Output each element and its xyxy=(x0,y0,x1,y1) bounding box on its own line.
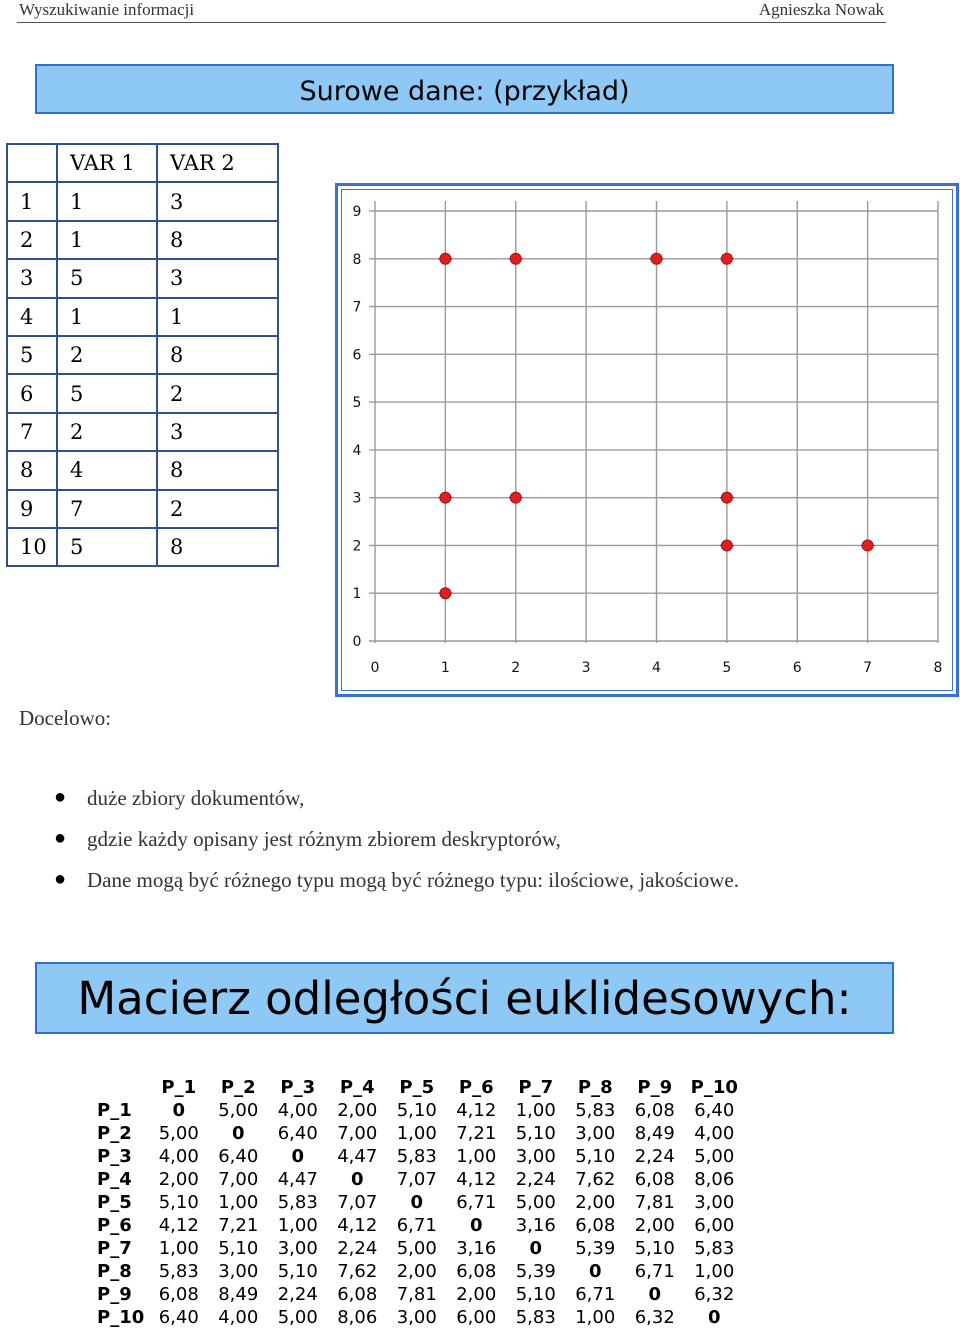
matrix-cell: 7,21 xyxy=(218,1215,259,1236)
matrix-cell: 4,47 xyxy=(277,1169,318,1190)
raw-table-cell: 1 xyxy=(57,298,157,336)
matrix-cell: 0 xyxy=(469,1215,483,1236)
matrix-cell: 5,39 xyxy=(575,1238,616,1259)
matrix-cell: 6,40 xyxy=(158,1307,199,1328)
matrix-cell: 6,00 xyxy=(694,1215,735,1236)
y-tick-label: 0 xyxy=(352,634,362,650)
raw-table-cell: 3 xyxy=(157,259,278,297)
distance-matrix-banner-text: Macierz odległości euklidesowych: xyxy=(77,971,852,1025)
matrix-column-header: P_5 xyxy=(399,1077,435,1098)
matrix-cell: 3,16 xyxy=(515,1215,556,1236)
matrix-column-header: P_10 xyxy=(690,1077,738,1098)
raw-table-cell: 1 xyxy=(7,182,57,220)
matrix-header-row xyxy=(97,1076,744,1099)
bullet-dot-icon: ● xyxy=(54,868,67,890)
matrix-cell: 3,00 xyxy=(515,1146,556,1167)
raw-table-cell: 8 xyxy=(7,451,57,489)
matrix-cell: 4,12 xyxy=(158,1215,199,1236)
raw-table-cell: 9 xyxy=(7,490,57,528)
y-tick-label: 6 xyxy=(352,347,362,364)
matrix-cell: 5,10 xyxy=(218,1238,259,1259)
raw-table-cell: 4 xyxy=(7,298,57,336)
matrix-cell: 6,32 xyxy=(634,1307,675,1328)
y-tick-label: 1 xyxy=(352,586,362,603)
data-point xyxy=(510,492,521,503)
raw-table-cell: 8 xyxy=(157,528,278,566)
data-point xyxy=(651,253,662,264)
matrix-cell: 7,21 xyxy=(456,1123,497,1144)
bullet-item xyxy=(54,786,739,827)
matrix-cell: 5,10 xyxy=(634,1238,675,1259)
matrix-column-header: P_1 xyxy=(161,1077,197,1098)
raw-table-cell: 3 xyxy=(157,413,278,451)
x-tick-label: 6 xyxy=(792,660,802,676)
matrix-cell: 1,00 xyxy=(396,1123,437,1144)
matrix-cell: 0 xyxy=(231,1123,245,1144)
matrix-cell: 6,40 xyxy=(694,1100,735,1121)
y-tick-label: 4 xyxy=(352,442,362,459)
matrix-row xyxy=(97,1237,744,1260)
matrix-cell: 2,24 xyxy=(277,1284,318,1305)
y-tick-label: 2 xyxy=(352,538,362,555)
matrix-cell: 1,00 xyxy=(456,1146,497,1167)
matrix-cell: 8,06 xyxy=(337,1307,378,1328)
matrix-cell: 4,12 xyxy=(456,1169,497,1190)
matrix-cell: 3,00 xyxy=(277,1238,318,1259)
matrix-cell: 4,12 xyxy=(337,1215,378,1236)
matrix-cell: 3,00 xyxy=(694,1192,735,1213)
matrix-cell: 2,00 xyxy=(396,1261,437,1282)
matrix-cell: 5,10 xyxy=(515,1123,556,1144)
distance-matrix-table xyxy=(97,1076,744,1329)
matrix-cell: 5,83 xyxy=(694,1238,735,1259)
raw-table-cell: 2 xyxy=(157,490,278,528)
matrix-cell: 5,00 xyxy=(277,1307,318,1328)
matrix-row-header: P_8 xyxy=(97,1261,132,1282)
matrix-cell: 6,08 xyxy=(337,1284,378,1305)
matrix-cell: 3,16 xyxy=(456,1238,497,1259)
matrix-cell: 5,10 xyxy=(396,1100,437,1121)
matrix-cell: 1,00 xyxy=(218,1192,259,1213)
matrix-cell: 0 xyxy=(410,1192,424,1213)
matrix-cell: 2,24 xyxy=(515,1169,556,1190)
matrix-cell: 6,08 xyxy=(575,1215,616,1236)
matrix-cell: 4,12 xyxy=(456,1100,497,1121)
matrix-cell: 7,07 xyxy=(337,1192,378,1213)
matrix-row xyxy=(97,1260,744,1283)
y-tick-label: 8 xyxy=(352,251,362,268)
raw-table-cell: 3 xyxy=(7,259,57,297)
matrix-row xyxy=(97,1122,744,1145)
target-bullet-list xyxy=(54,786,739,909)
matrix-column-header: P_9 xyxy=(637,1077,673,1098)
raw-table-cell: 5 xyxy=(7,336,57,374)
matrix-cell: 1,00 xyxy=(158,1238,199,1259)
matrix-cell: 6,08 xyxy=(634,1100,675,1121)
matrix-cell: 0 xyxy=(350,1169,364,1190)
data-point xyxy=(721,253,732,264)
matrix-cell: 5,83 xyxy=(396,1146,437,1167)
data-point xyxy=(721,540,732,551)
matrix-cell: 8,49 xyxy=(634,1123,675,1144)
matrix-row xyxy=(97,1168,744,1191)
matrix-cell: 4,00 xyxy=(158,1146,199,1167)
matrix-cell: 7,81 xyxy=(396,1284,437,1305)
matrix-row-header: P_7 xyxy=(97,1238,132,1259)
matrix-cell: 4,00 xyxy=(694,1123,735,1144)
raw-table-header-cell: VAR 1 xyxy=(57,144,157,182)
matrix-cell: 2,00 xyxy=(634,1215,675,1236)
matrix-row xyxy=(97,1283,744,1306)
y-tick-label: 7 xyxy=(352,299,362,316)
bullet-text: gdzie każdy opisany jest różnym zbiorem deskryptorów, xyxy=(87,827,561,851)
x-tick-label: 2 xyxy=(511,660,521,676)
raw-table-cell: 8 xyxy=(157,451,278,489)
matrix-row xyxy=(97,1191,744,1214)
raw-table-cell: 7 xyxy=(57,490,157,528)
matrix-row-header: P_9 xyxy=(97,1284,132,1305)
matrix-cell: 5,83 xyxy=(575,1100,616,1121)
raw-table-cell: 1 xyxy=(57,221,157,259)
matrix-cell: 6,71 xyxy=(396,1215,437,1236)
matrix-column-header: P_2 xyxy=(220,1077,256,1098)
raw-table-cell: 1 xyxy=(57,182,157,220)
matrix-cell: 3,00 xyxy=(396,1307,437,1328)
raw-table-cell: 2 xyxy=(57,336,157,374)
y-tick-label: 3 xyxy=(352,490,362,507)
matrix-cell: 5,00 xyxy=(158,1123,199,1144)
matrix-cell: 5,83 xyxy=(277,1192,318,1213)
raw-table-cell: 8 xyxy=(157,221,278,259)
x-tick-label: 0 xyxy=(370,660,380,676)
matrix-cell: 1,00 xyxy=(277,1215,318,1236)
matrix-cell: 8,49 xyxy=(218,1284,259,1305)
matrix-cell: 0 xyxy=(172,1100,186,1121)
x-tick-label: 5 xyxy=(722,660,732,676)
x-tick-label: 8 xyxy=(933,660,943,676)
running-header-title: Wyszukiwanie informacji xyxy=(19,0,195,19)
matrix-column-header: P_6 xyxy=(458,1077,494,1098)
matrix-cell: 5,10 xyxy=(515,1284,556,1305)
matrix-cell: 5,00 xyxy=(396,1238,437,1259)
raw-table-cell: 6 xyxy=(7,374,57,412)
y-tick-label: 9 xyxy=(352,204,362,220)
raw-table-cell: 5 xyxy=(57,528,157,566)
data-point xyxy=(510,253,521,264)
raw-table-cell: 2 xyxy=(157,374,278,412)
matrix-cell: 7,00 xyxy=(218,1169,259,1190)
matrix-cell: 6,08 xyxy=(158,1284,199,1305)
raw-table-cell: 10 xyxy=(7,528,57,566)
matrix-cell: 2,24 xyxy=(337,1238,378,1259)
matrix-cell: 7,07 xyxy=(396,1169,437,1190)
bullet-text: Dane mogą być różnego typu mogą być różnego typu: ilościowe, jakościowe. xyxy=(87,868,739,892)
matrix-cell: 4,00 xyxy=(218,1307,259,1328)
matrix-cell: 1,00 xyxy=(694,1261,735,1282)
docelowo-label: Docelowo: xyxy=(19,706,112,730)
x-tick-label: 3 xyxy=(581,660,591,676)
matrix-row-header: P_5 xyxy=(97,1192,132,1213)
matrix-cell: 7,00 xyxy=(337,1123,378,1144)
matrix-row xyxy=(97,1214,744,1237)
bullet-text: duże zbiory dokumentów, xyxy=(87,786,305,810)
matrix-cell: 6,71 xyxy=(575,1284,616,1305)
matrix-cell: 6,71 xyxy=(634,1261,675,1282)
matrix-cell: 5,00 xyxy=(218,1100,259,1121)
matrix-cell: 7,81 xyxy=(634,1192,675,1213)
matrix-row-header: P_4 xyxy=(97,1169,132,1190)
matrix-row-header: P_10 xyxy=(97,1307,145,1328)
raw-table-cell: 8 xyxy=(157,336,278,374)
data-point xyxy=(440,492,451,503)
matrix-row-header: P_3 xyxy=(97,1146,132,1167)
matrix-cell: 5,10 xyxy=(277,1261,318,1282)
matrix-cell: 2,00 xyxy=(337,1100,378,1121)
matrix-cell: 5,39 xyxy=(515,1261,556,1282)
x-tick-label: 7 xyxy=(863,660,873,676)
data-point xyxy=(862,540,873,551)
matrix-cell: 6,08 xyxy=(634,1169,675,1190)
matrix-cell: 2,00 xyxy=(158,1169,199,1190)
matrix-row xyxy=(97,1099,744,1122)
matrix-cell: 2,00 xyxy=(575,1192,616,1213)
data-point xyxy=(440,253,451,264)
matrix-cell: 5,00 xyxy=(515,1192,556,1213)
matrix-cell: 1,00 xyxy=(575,1307,616,1328)
matrix-cell: 4,00 xyxy=(277,1100,318,1121)
matrix-cell: 6,00 xyxy=(456,1307,497,1328)
matrix-cell: 0 xyxy=(291,1146,305,1167)
matrix-row xyxy=(97,1306,744,1329)
matrix-row-header: P_1 xyxy=(97,1100,132,1121)
raw-table-header-cell: VAR 2 xyxy=(157,144,278,182)
matrix-corner-cell xyxy=(97,1076,149,1099)
y-tick-label: 5 xyxy=(352,395,362,412)
matrix-cell: 5,10 xyxy=(575,1146,616,1167)
matrix-cell: 6,32 xyxy=(694,1284,735,1305)
data-point xyxy=(440,588,451,599)
raw-table-cell: 1 xyxy=(157,298,278,336)
matrix-cell: 7,62 xyxy=(337,1261,378,1282)
running-header-author: Agnieszka Nowak xyxy=(758,0,884,19)
matrix-cell: 0 xyxy=(588,1261,602,1282)
matrix-cell: 8,06 xyxy=(694,1169,735,1190)
matrix-cell: 3,00 xyxy=(575,1123,616,1144)
matrix-cell: 0 xyxy=(529,1238,543,1259)
raw-table-cell: 3 xyxy=(157,182,278,220)
matrix-cell: 5,10 xyxy=(158,1192,199,1213)
raw-table-cell: 2 xyxy=(7,221,57,259)
matrix-cell: 5,83 xyxy=(515,1307,556,1328)
x-tick-label: 4 xyxy=(652,660,661,676)
matrix-cell: 0 xyxy=(707,1307,721,1328)
matrix-cell: 6,40 xyxy=(277,1123,318,1144)
matrix-cell: 4,47 xyxy=(337,1146,378,1167)
matrix-cell: 6,71 xyxy=(456,1192,497,1213)
raw-table-cell: 2 xyxy=(57,413,157,451)
x-tick-label: 1 xyxy=(440,660,450,676)
matrix-cell: 0 xyxy=(648,1284,662,1305)
raw-table-cell: 4 xyxy=(57,451,157,489)
matrix-column-header: P_4 xyxy=(339,1077,375,1098)
matrix-column-header: P_3 xyxy=(280,1077,316,1098)
distance-matrix-banner xyxy=(35,962,894,1034)
matrix-cell: 2,00 xyxy=(456,1284,497,1305)
matrix-row-header: P_6 xyxy=(97,1215,132,1236)
raw-table-cell: 5 xyxy=(57,374,157,412)
matrix-cell: 1,00 xyxy=(515,1100,556,1121)
bullet-dot-icon: ● xyxy=(54,827,67,849)
matrix-cell: 5,83 xyxy=(158,1261,199,1282)
raw-table-cell: 7 xyxy=(7,413,57,451)
matrix-column-header: P_7 xyxy=(518,1077,554,1098)
matrix-column-header: P_8 xyxy=(577,1077,613,1098)
matrix-cell: 5,00 xyxy=(694,1146,735,1167)
matrix-cell: 3,00 xyxy=(218,1261,259,1282)
bullet-item xyxy=(54,868,739,909)
matrix-cell: 2,24 xyxy=(634,1146,675,1167)
raw-table-cell: 5 xyxy=(57,259,157,297)
matrix-row-header: P_2 xyxy=(97,1123,132,1144)
data-point xyxy=(721,492,732,503)
matrix-cell: 7,62 xyxy=(575,1169,616,1190)
matrix-cell: 6,40 xyxy=(218,1146,259,1167)
bullet-dot-icon: ● xyxy=(54,786,67,808)
raw-data-banner-text: Surowe dane: (przykład) xyxy=(299,75,630,107)
matrix-row xyxy=(97,1145,744,1168)
bullet-item xyxy=(54,827,739,868)
matrix-cell: 6,08 xyxy=(456,1261,497,1282)
